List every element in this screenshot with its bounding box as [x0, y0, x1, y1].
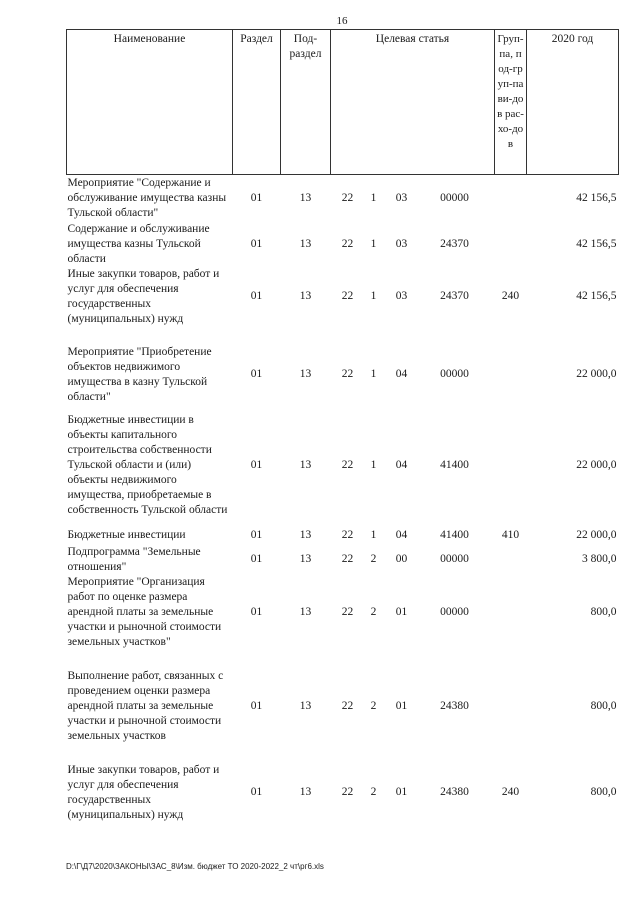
cel-subprogram: 2 [370, 606, 377, 618]
header-name: Наименование [67, 30, 233, 175]
row-name: Бюджетные инвестиции [67, 529, 186, 541]
row-razdel: 01 [250, 459, 263, 471]
row-podrazdel: 13 [299, 290, 312, 302]
row-name: Мероприятие "Организация работ по оценке размера арендной платы за земельные участки и рыночной стоимости земельных участков" [67, 576, 222, 648]
row-celevaya [331, 345, 495, 405]
cel-event: 04 [395, 459, 408, 471]
budget-table [66, 29, 619, 823]
cel-event: 00 [395, 553, 408, 565]
row-celevaya [331, 763, 495, 823]
row-amount: 22 000,0 [576, 529, 617, 541]
row-gruppa: 410 [501, 529, 520, 541]
cel-program: 22 [341, 459, 354, 471]
row-podrazdel: 13 [299, 606, 312, 618]
row-name: Содержание и обслуживание имущества казны Тульской области [67, 222, 210, 265]
cel-direction: 24380 [440, 700, 469, 712]
row-gruppa [495, 175, 527, 222]
row-name: Мероприятие "Приобретение объектов недвижимого имущества в казну Тульской области" [67, 345, 212, 403]
cel-subprogram: 1 [370, 290, 377, 302]
cel-direction: 00000 [440, 553, 469, 565]
table-row [67, 222, 619, 267]
cel-direction: 41400 [440, 529, 469, 541]
row-celevaya [331, 405, 495, 527]
row-gruppa [495, 575, 527, 651]
cel-program: 22 [341, 237, 354, 250]
budget-table-container [66, 29, 619, 823]
row-podrazdel: 13 [299, 786, 312, 798]
table-row [67, 763, 619, 823]
page-number: 16 [336, 15, 348, 27]
cel-event: 03 [395, 237, 408, 250]
table-row [67, 669, 619, 745]
row-podrazdel: 13 [299, 368, 312, 380]
cel-subprogram: 1 [370, 529, 377, 541]
row-razdel: 01 [250, 529, 263, 541]
row-celevaya [331, 527, 495, 545]
row-amount: 22 000,0 [576, 368, 617, 380]
row-amount: 800,0 [590, 606, 617, 618]
header-2020: 2020 год [527, 30, 619, 175]
table-row [67, 175, 619, 222]
row-amount: 42 156,5 [576, 191, 617, 204]
row-amount: 42 156,5 [576, 290, 617, 302]
cel-direction: 00000 [440, 191, 469, 204]
row-razdel: 01 [250, 237, 263, 250]
row-amount: 22 000,0 [576, 459, 617, 471]
row-razdel: 01 [250, 191, 263, 204]
row-gruppa [495, 669, 527, 745]
row-celevaya [331, 575, 495, 651]
row-amount: 42 156,5 [576, 237, 617, 250]
table-row [67, 575, 619, 651]
cel-subprogram: 1 [370, 368, 377, 380]
row-celevaya [331, 222, 495, 267]
cel-program: 22 [341, 290, 354, 302]
row-gruppa [495, 405, 527, 527]
row-razdel: 01 [250, 553, 263, 565]
file-path-footer: D:\Г\Д7\2020\ЗАКОНЫ\ЗАС_8\Изм. бюджет ТО 2020-2022_2 чт\рг6.xls [66, 862, 324, 871]
cel-program: 22 [341, 606, 354, 618]
cel-event: 03 [395, 191, 408, 204]
header-gruppa: Груп-па, под-груп-па ви-дов рас-хо-дов [495, 30, 527, 175]
row-gruppa [495, 345, 527, 405]
cel-direction: 24380 [440, 786, 469, 798]
cel-event: 04 [395, 368, 408, 380]
cel-program: 22 [341, 368, 354, 380]
table-header-row [67, 30, 619, 175]
table-row [67, 267, 619, 327]
row-podrazdel: 13 [299, 553, 312, 565]
cel-direction: 00000 [440, 368, 469, 380]
cel-direction: 24370 [440, 290, 469, 302]
row-razdel: 01 [250, 606, 263, 618]
row-razdel: 01 [250, 290, 263, 302]
cel-subprogram: 2 [370, 553, 377, 565]
row-podrazdel: 13 [299, 700, 312, 712]
row-podrazdel: 13 [299, 191, 312, 204]
row-amount: 800,0 [590, 700, 617, 712]
cel-event: 01 [395, 700, 408, 712]
cel-event: 01 [395, 606, 408, 618]
header-celevaya-statya: Целевая статья [331, 30, 495, 175]
row-name: Мероприятие "Содержание и обслуживание имущества казны Тульской области" [67, 176, 227, 219]
header-podrazdel: Под-раздел [281, 30, 331, 175]
cel-direction: 24370 [440, 237, 469, 250]
row-podrazdel: 13 [299, 237, 312, 250]
cel-program: 22 [341, 191, 354, 204]
row-celevaya [331, 175, 495, 222]
cel-subprogram: 1 [370, 459, 377, 471]
cel-subprogram: 2 [370, 700, 377, 712]
cel-subprogram: 2 [370, 786, 377, 798]
table-row [67, 345, 619, 405]
row-razdel: 01 [250, 786, 263, 798]
cel-program: 22 [341, 553, 354, 565]
row-amount: 3 800,0 [582, 553, 617, 565]
cel-event: 03 [395, 290, 408, 302]
row-razdel: 01 [250, 368, 263, 380]
row-celevaya [331, 669, 495, 745]
row-gruppa [495, 222, 527, 267]
row-name: Бюджетные инвестиции в объекты капитального строительства собственности Тульской области и (или) объекты недвижимого имущества, приобретаемые в собственность Тульской области [67, 414, 228, 516]
cel-program: 22 [341, 786, 354, 798]
row-name: Иные закупки товаров, работ и услуг для обеспечения государственных (муниципальных) нужд [67, 267, 220, 325]
table-row [67, 405, 619, 527]
spacer-row [67, 651, 619, 669]
row-amount: 800,0 [590, 786, 617, 798]
header-razdel: Раздел [233, 30, 281, 175]
cel-program: 22 [341, 700, 354, 712]
row-podrazdel: 13 [299, 459, 312, 471]
cel-direction: 41400 [440, 459, 469, 471]
row-name: Выполнение работ, связанных с проведением оценки размера арендной платы за земельные участки и рыночной стоимости земельных участков [67, 670, 224, 742]
row-name: Подпрограмма "Земельные отношения" [67, 545, 201, 573]
table-row [67, 545, 619, 575]
spacer-row [67, 327, 619, 345]
row-podrazdel: 13 [299, 529, 312, 541]
row-name: Иные закупки товаров, работ и услуг для обеспечения государственных (муниципальных) нужд [67, 763, 220, 821]
row-gruppa [495, 545, 527, 575]
table-row [67, 527, 619, 545]
cel-event: 01 [395, 786, 408, 798]
row-gruppa: 240 [501, 786, 520, 798]
row-celevaya [331, 545, 495, 575]
cel-event: 04 [395, 529, 408, 541]
row-gruppa: 240 [501, 290, 520, 302]
row-razdel: 01 [250, 700, 263, 712]
spacer-row [67, 745, 619, 763]
cel-program: 22 [341, 529, 354, 541]
cel-direction: 00000 [440, 606, 469, 618]
cel-subprogram: 1 [370, 191, 377, 204]
row-celevaya [331, 267, 495, 327]
cel-subprogram: 1 [370, 237, 377, 250]
